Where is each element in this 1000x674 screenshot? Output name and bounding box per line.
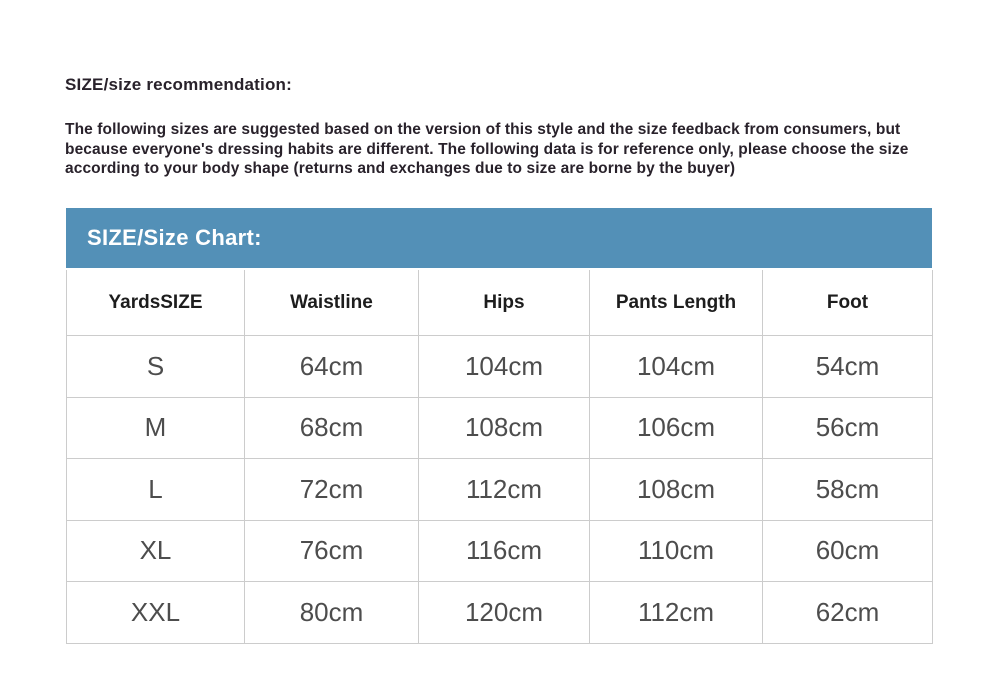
cell-waistline: 64cm <box>245 336 419 398</box>
column-header-hips: Hips <box>419 270 590 336</box>
cell-waistline: 80cm <box>245 582 419 644</box>
cell-size: L <box>67 459 245 521</box>
table-row-s <box>67 336 933 398</box>
size-chart-table <box>66 270 933 644</box>
cell-pants-length: 112cm <box>590 582 763 644</box>
size-chart-section <box>66 208 932 644</box>
cell-hips: 108cm <box>419 397 590 459</box>
cell-waistline: 72cm <box>245 459 419 521</box>
column-header-size: YardsSIZE <box>67 270 245 336</box>
cell-size: XL <box>67 520 245 582</box>
size-chart-banner <box>66 208 932 268</box>
cell-pants-length: 108cm <box>590 459 763 521</box>
cell-size: M <box>67 397 245 459</box>
column-header-waistline: Waistline <box>245 270 419 336</box>
cell-waistline: 76cm <box>245 520 419 582</box>
table-header-row <box>67 270 933 336</box>
size-chart-banner-title: SIZE/Size Chart: <box>87 225 262 250</box>
cell-size: S <box>67 336 245 398</box>
cell-foot: 54cm <box>763 336 933 398</box>
cell-size: XXL <box>67 582 245 644</box>
cell-waistline: 68cm <box>245 397 419 459</box>
cell-pants-length: 104cm <box>590 336 763 398</box>
table-row-m <box>67 397 933 459</box>
size-recommendation-paragraph: The following sizes are suggested based on the version of this style and the size feedback from consumers, but because everyone's dressing habits are different. The following data is for reference only, please choose the size according to your body shape (returns and exchanges due to size are borne by the buyer) <box>65 121 909 177</box>
column-header-foot: Foot <box>763 270 933 336</box>
cell-hips: 112cm <box>419 459 590 521</box>
table-row-l <box>67 459 933 521</box>
cell-foot: 60cm <box>763 520 933 582</box>
cell-pants-length: 106cm <box>590 397 763 459</box>
table-row-xl <box>67 520 933 582</box>
page-title: SIZE/size recommendation: <box>65 75 292 94</box>
cell-hips: 116cm <box>419 520 590 582</box>
table-row-xxl <box>67 582 933 644</box>
cell-foot: 58cm <box>763 459 933 521</box>
cell-hips: 104cm <box>419 336 590 398</box>
cell-foot: 62cm <box>763 582 933 644</box>
cell-hips: 120cm <box>419 582 590 644</box>
column-header-pants-length: Pants Length <box>590 270 763 336</box>
cell-foot: 56cm <box>763 397 933 459</box>
cell-pants-length: 110cm <box>590 520 763 582</box>
